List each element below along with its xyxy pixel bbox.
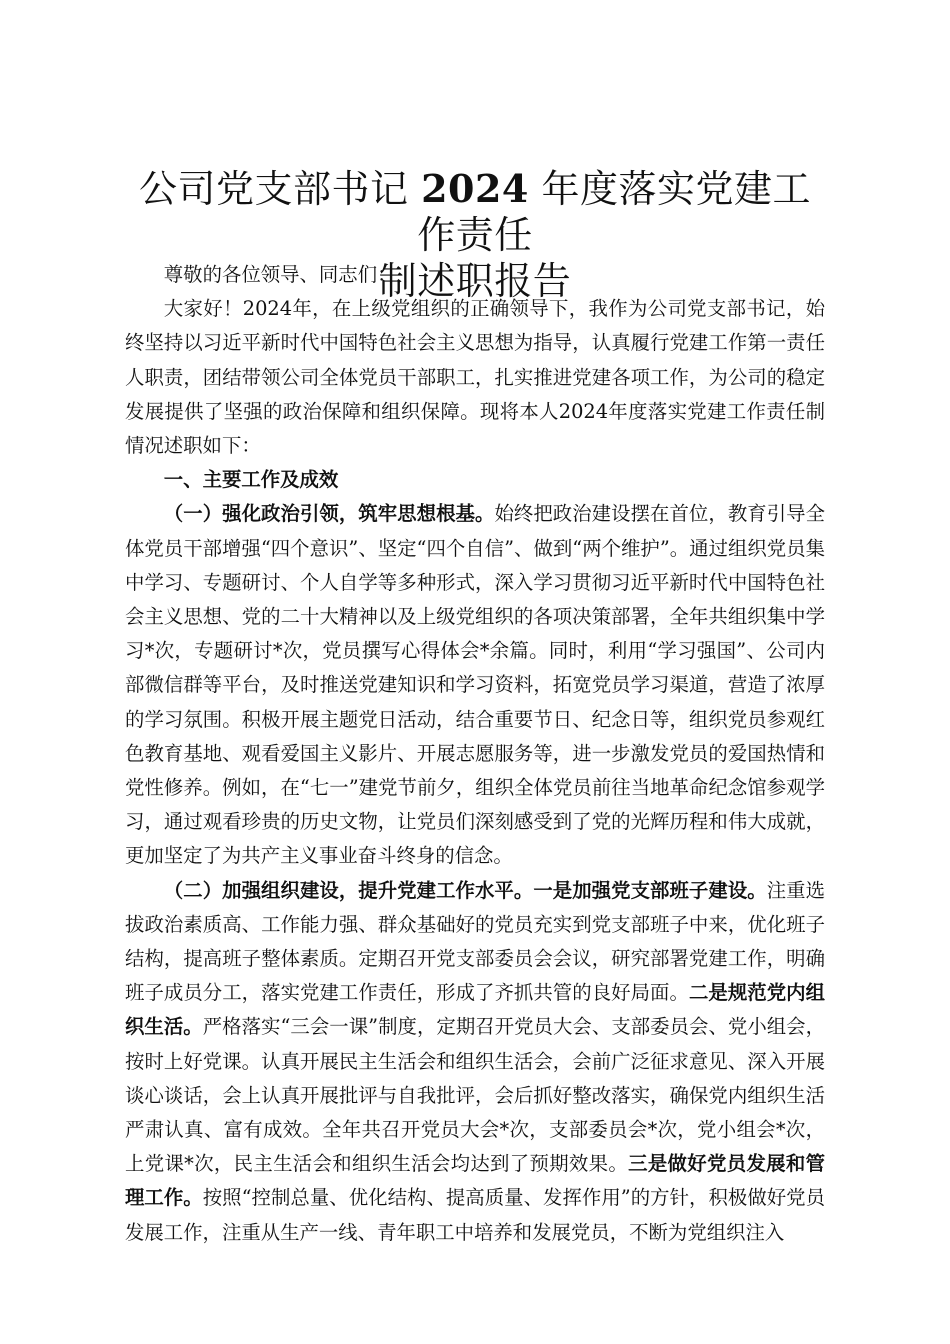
paragraph-item-2 bbox=[125, 874, 825, 1250]
item-2-sub-1-heading: 一是加强党支部班子建设。 bbox=[533, 878, 767, 902]
title-suffix: 年度落实党建工作责任 bbox=[417, 167, 811, 257]
title-line-2: 制述职报告 bbox=[378, 259, 572, 303]
intro-paragraph: 大家好！2024年，在上级党组织的正确领导下，我作为公司党支部书记，始终坚持以习近平新时代中国特色社会主义思想为指导，认真履行党建工作第一责任人职责，团结带领公司全体党员干部职工，扎实推进党建各项工作，为公司的稳定发展提供了坚强的政治保障和组织保障。现将本人2024年度落实党建工作责任制情况述职如下： bbox=[125, 297, 825, 458]
item-2-sub-2-heading: 二是规范党内组织生活。 bbox=[125, 981, 826, 1039]
title-prefix: 公司党支部书记 bbox=[139, 167, 422, 211]
paragraph-item-1 bbox=[125, 497, 825, 873]
item-2-heading: （二）加强组织建设，提升党建工作水平。 bbox=[163, 878, 534, 902]
item-2-sub-3-text: 按照“控制总量、优化结构、提高质量、发挥作用”的方针，积极做好党员发展工作，注重从生产一线、青年职工中培养和发展党员，不断为党组织注入 bbox=[125, 1186, 826, 1244]
title-line-1 bbox=[120, 166, 830, 258]
item-2-sub-1-text: 注重选拔政治素质高、工作能力强、群众基础好的党员充实到党支部班子中来，优化班子结构，提高班子整体素质。定期召开党支部委员会会议，研究部署党建工作，明确班子成员分工，落实党建工作责任，形成了齐抓共管的良好局面。 bbox=[125, 878, 826, 1005]
item-2-sub-2-text: 严格落实“三会一课”制度，定期召开党员大会、支部委员会、党小组会，按时上好党课。认真开展民主生活会和组织生活会，会前广泛征求意见、深入开展谈心谈话，会上认真开展批评与自我批评，会后抓好整改落实，确保党内组织生活严肃认真、富有成效。全年共召开党员大会*次，支部委员会*次，党小组会*次，上党课*次，民主生活会和组织生活会均达到了预期效果。 bbox=[125, 1015, 826, 1176]
salutation: 尊敬的各位领导、同志们： bbox=[163, 263, 397, 286]
document-body bbox=[125, 258, 825, 1250]
item-2-sub-3-heading: 三是做好党员发展和管理工作。 bbox=[125, 1152, 826, 1210]
item-1-text: 始终把政治建设摆在首位，教育引导全体党员干部增强“四个意识”、坚定“四个自信”、做到“两个维护”。通过组织党员集中学习、专题研讨、个人自学等多种形式，深入学习贯彻习近平新时代中国特色社会主义思想、党的二十大精神以及上级党组织的各项决策部署，全年共组织集中学习*次，专题研讨*次，党员撰写心得体会*余篇。同时，利用“学习强国”、公司内部微信群等平台，及时推送党建知识和学习资料，拓宽党员学习渠道，营造了浓厚的学习氛围。积极开展主题党日活动，结合重要节日、纪念日等，组织党员参观红色教育基地、观看爱国主义影片、开展志愿服务等，进一步激发党员的爱国热情和党性修养。例如，在“七一”建党节前夕，组织全体党员前往当地革命纪念馆参观学习，通过观看珍贵的历史文物，让党员们深刻感受到了党的光辉历程和伟大成就，更加坚定了为共产主义事业奋斗终身的信念。 bbox=[125, 502, 826, 868]
section-heading-1: 一、主要工作及成效 bbox=[163, 468, 339, 492]
title-year: 2024 bbox=[421, 166, 529, 211]
item-1-heading: （一）强化政治引领，筑牢思想根基。 bbox=[163, 502, 495, 526]
